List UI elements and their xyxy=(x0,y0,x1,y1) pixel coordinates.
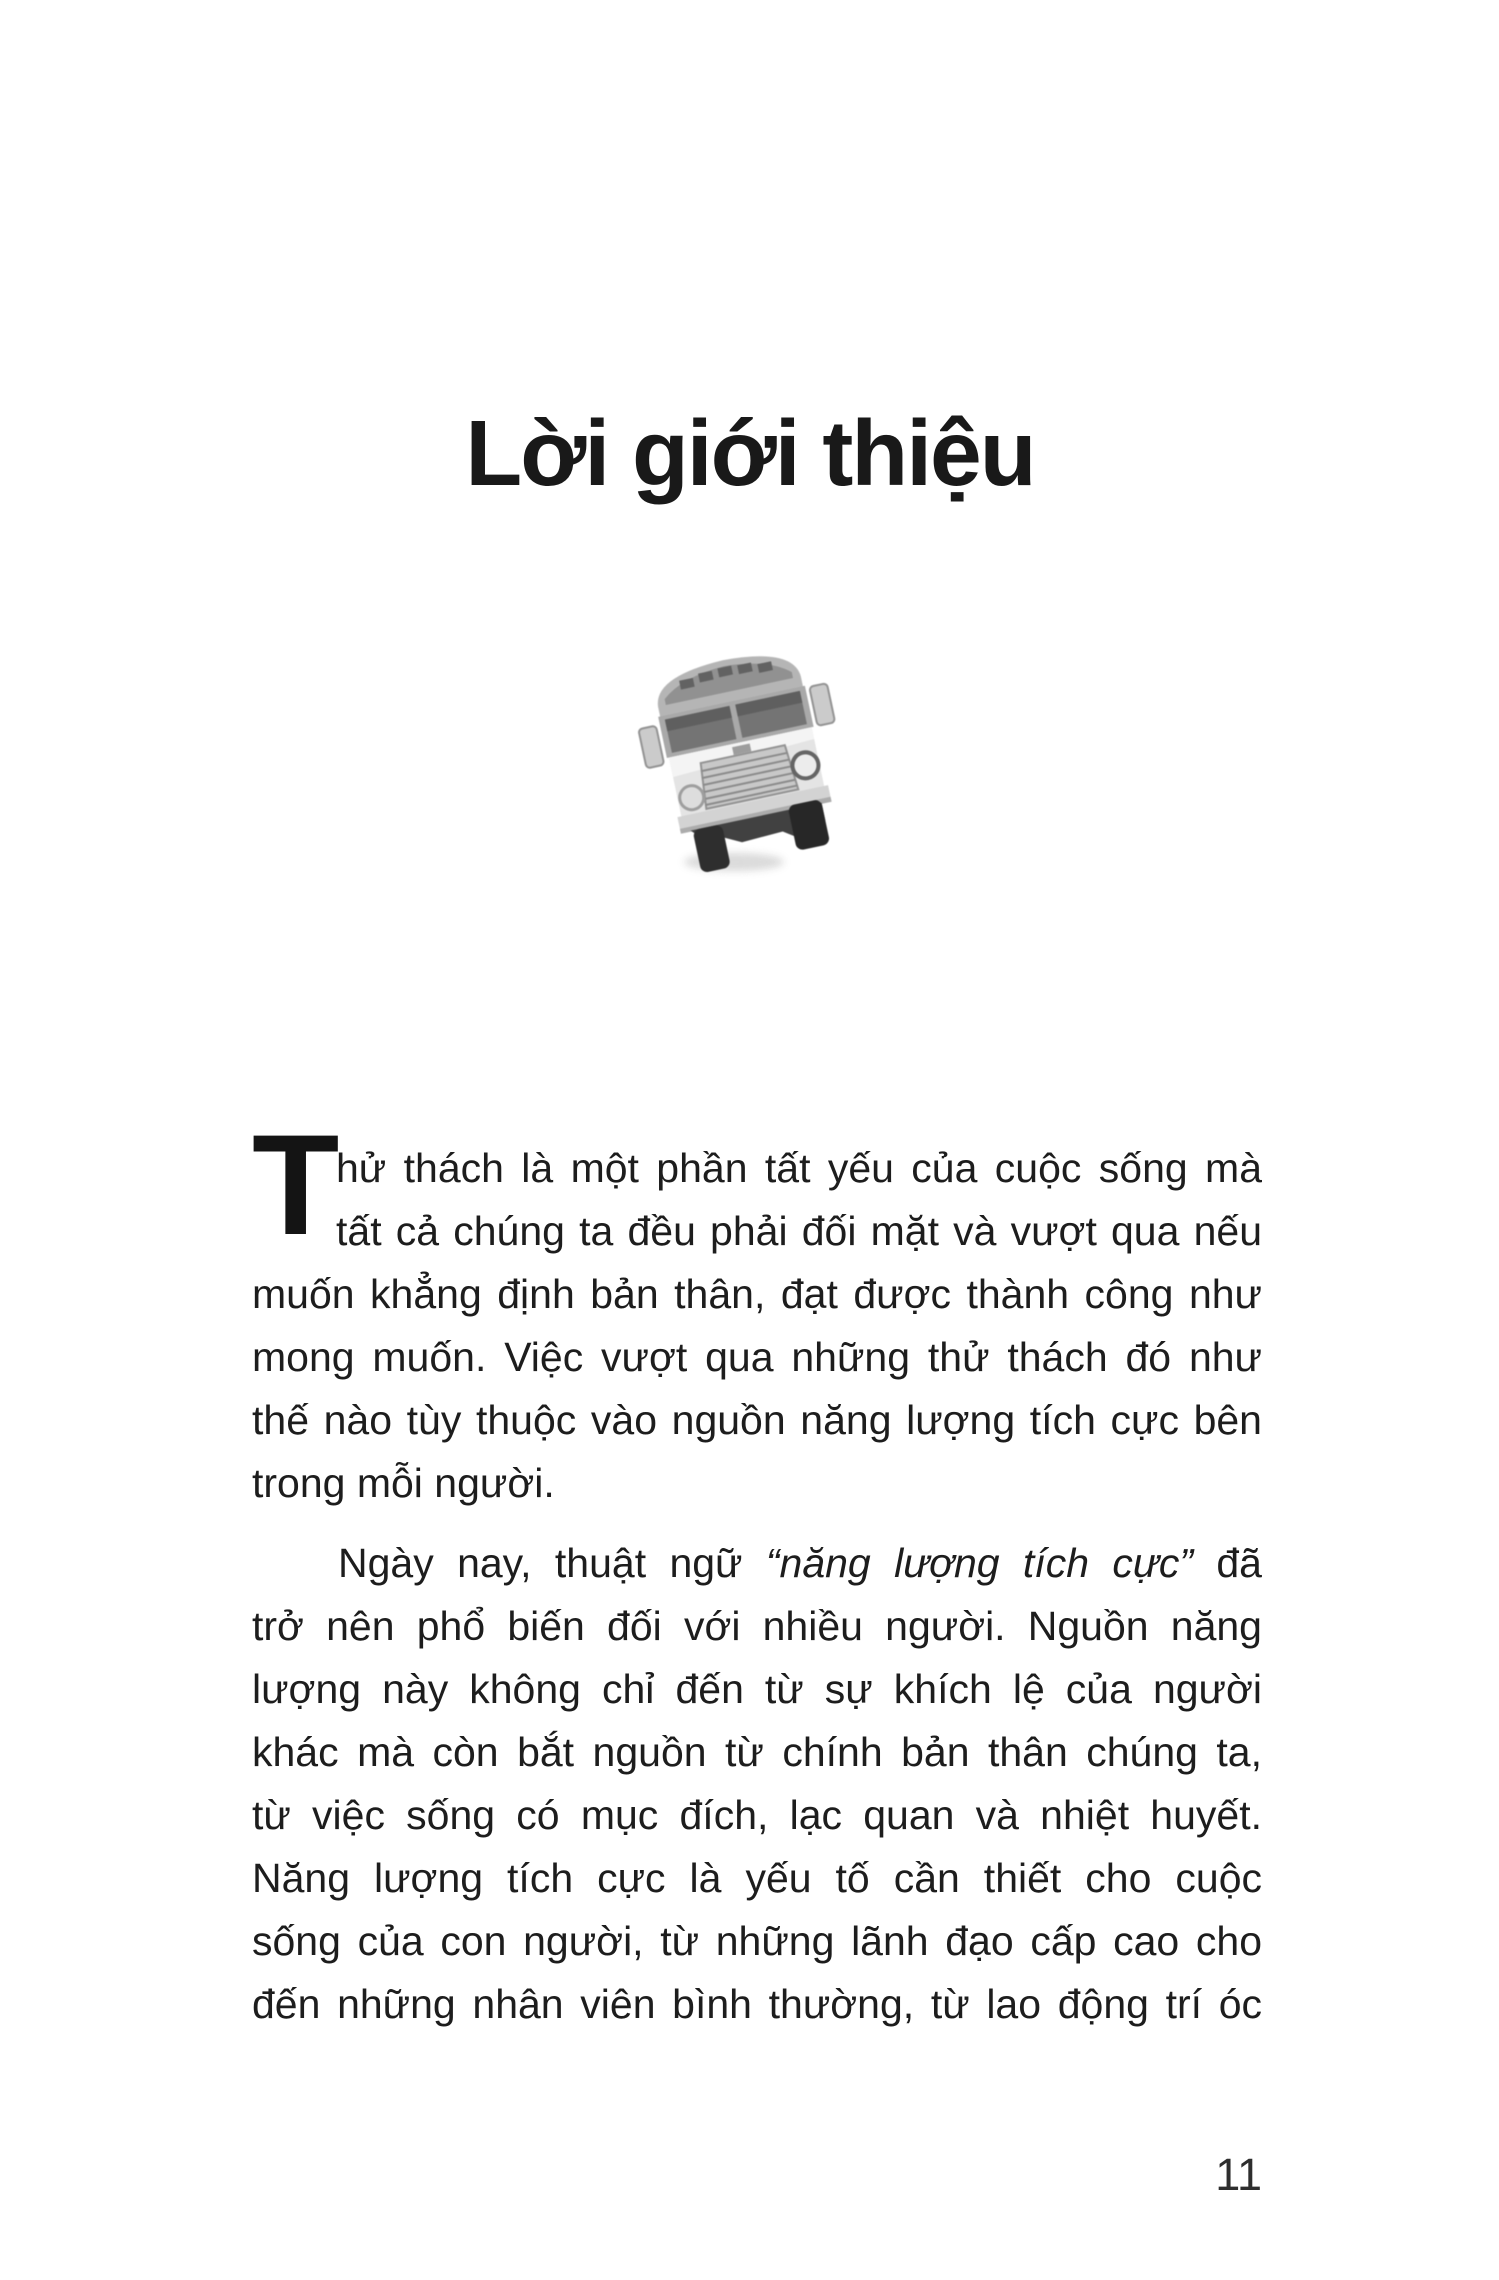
text-line xyxy=(252,1532,1262,1595)
text-segment: Ngày nay, thuật ngữ xyxy=(338,1540,766,1586)
page-number: 11 xyxy=(1215,2149,1262,2200)
paragraph-1 xyxy=(252,1106,1262,1515)
text-line: trở nên phổ biến đối với nhiều người. Nguồn năng xyxy=(252,1603,1262,1649)
text-line: sống của con người, từ những lãnh đạo cấp cao cho xyxy=(252,1918,1262,1964)
drop-cap: T xyxy=(252,1106,340,1265)
text-line: tất cả chúng ta đều phải đối mặt và vượt qua nếu xyxy=(336,1208,1262,1254)
text-line: lượng này không chỉ đến từ sự khích lệ của người xyxy=(252,1666,1262,1712)
school-bus-icon xyxy=(638,648,850,880)
italic-term: “năng lượng tích cực” xyxy=(765,1540,1194,1586)
paragraph-2 xyxy=(252,1532,1262,2036)
text-line: hử thách là một phần tất yếu của cuộc sống mà xyxy=(336,1145,1262,1191)
text-line: đến những nhân viên bình thường, từ lao động trí óc xyxy=(252,1981,1262,2027)
text-line: Năng lượng tích cực là yếu tố cần thiết cho cuộc xyxy=(252,1855,1262,1901)
text-line: từ việc sống có mục đích, lạc quan và nhiệt huyết. xyxy=(252,1792,1262,1838)
text-line: khác mà còn bắt nguồn từ chính bản thân chúng ta, xyxy=(252,1729,1262,1775)
text-line: thế nào tùy thuộc vào nguồn năng lượng tích cực bên xyxy=(252,1397,1262,1443)
text-segment: đã xyxy=(1193,1540,1262,1586)
text-line: mong muốn. Việc vượt qua những thử thách đó như xyxy=(252,1334,1262,1380)
drop-cap-indented-lines xyxy=(336,1137,1262,1263)
text-line: muốn khẳng định bản thân, đạt được thành công như xyxy=(252,1271,1262,1317)
page-title: Lời giới thiệu xyxy=(465,401,1035,505)
body-text xyxy=(252,1106,1262,2036)
school-bus-illustration xyxy=(638,648,850,880)
text-line: trong mỗi người. xyxy=(252,1460,555,1506)
